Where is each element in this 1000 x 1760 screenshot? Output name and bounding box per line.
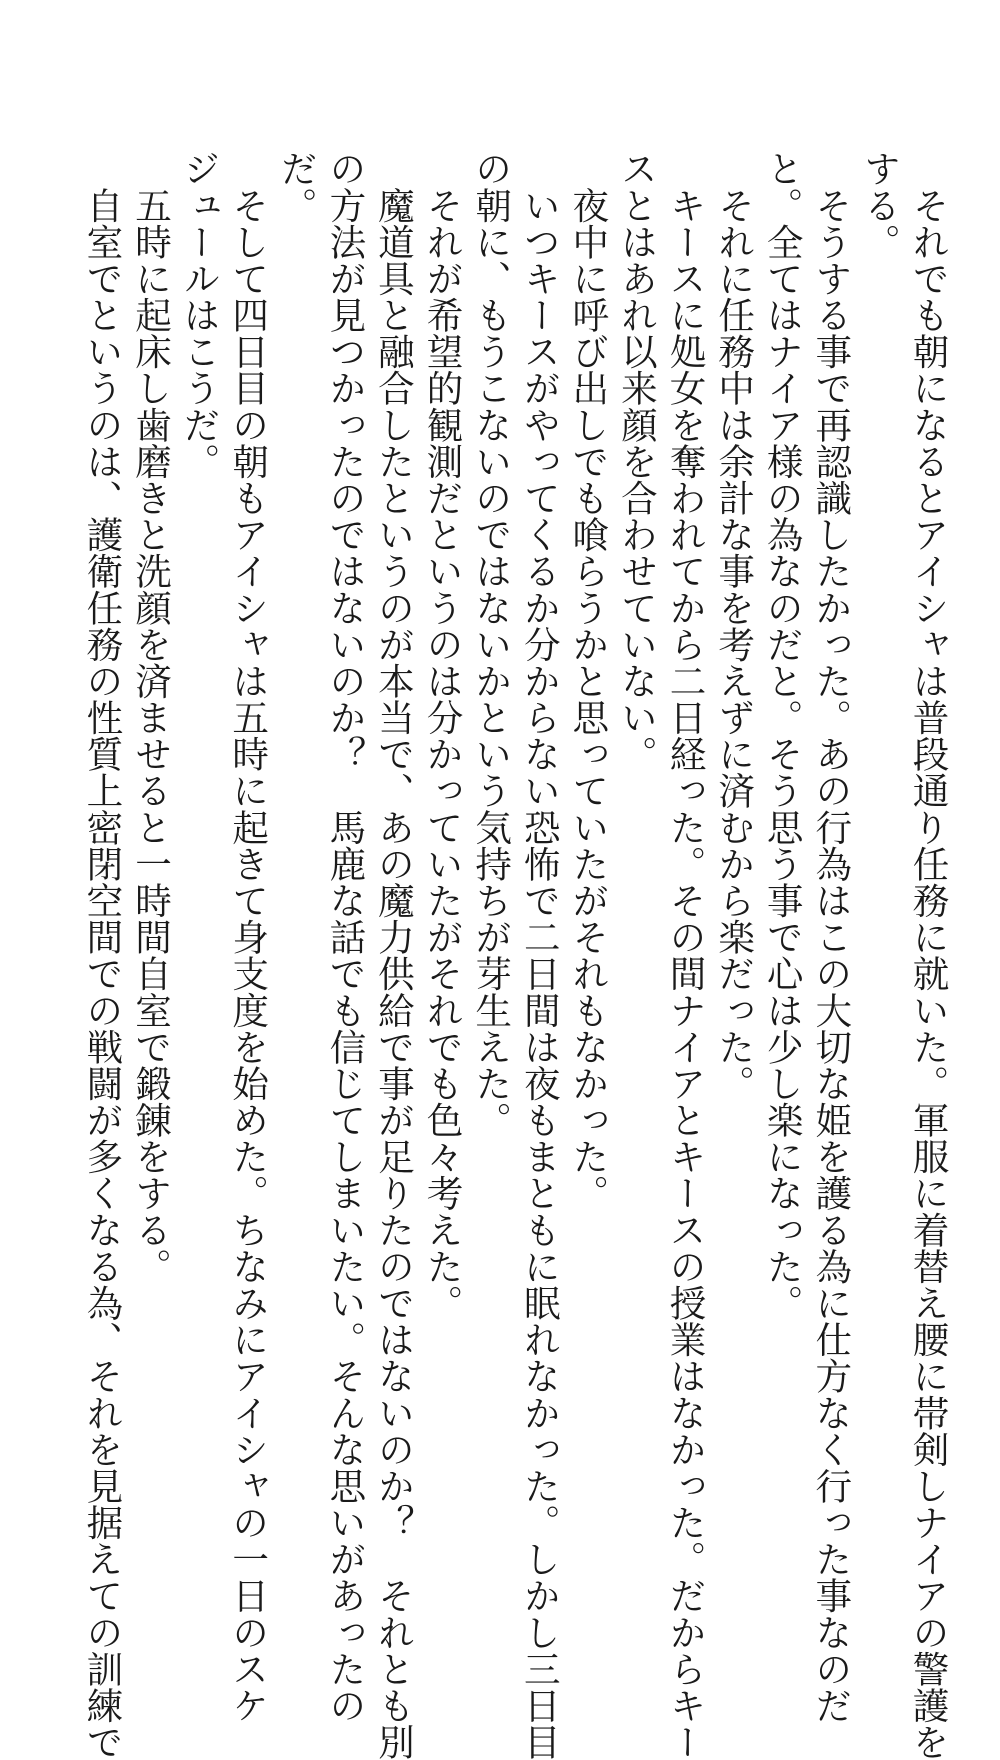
text-line: キースに処女を奪われてから二日経った。その間ナイアとキースの授業はなかった。だからキー (664, 150, 708, 1760)
text-line: 魔道具と融合したというのが本当で、あの魔力供給で事が足りたのではないのか？ それとも別 (372, 150, 416, 1760)
text-line: の方法が見つかったのではないのか？ 馬鹿な話でも信じてしまいたい。そんな思いがあったの (323, 150, 367, 1724)
text-line: 五時に起床し歯磨きと洗顔を済ませると一時間自室で鍛錬をする。 (129, 150, 173, 1285)
text-line: それが希望的観測だというのは分かっていたがそれでも色々考えた。 (421, 150, 465, 1321)
text-line: 夜中に呼び出しでも喰らうかと思っていたがそれもなかった。 (566, 150, 610, 1212)
vertical-text-body (77, 150, 952, 1760)
text-line: それでも朝になるとアイシャは普段通り任務に就いた。軍服に着替え腰に帯剣しナイアの警護を (907, 150, 950, 1760)
text-line: だ。 (275, 150, 319, 224)
text-line: スとはあれ以来顔を合わせていない。 (615, 150, 659, 773)
text-line: そうする事で再認識したかった。あの行為はこの大切な姫を護る為に仕方なく行った事なのだ (809, 150, 853, 1724)
text-line: と。全てはナイア様の為なのだと。そう思う事で心は少し楽になった。 (761, 150, 805, 1321)
text-line: そして四日目の朝もアイシャは五時に起きて身支度を始めた。ちなみにアイシャの一日のスケ (226, 150, 270, 1724)
text-line: いつキースがやってくるか分からない恐怖で二日間は夜もまともに眠れなかった。しかし三日目 (518, 150, 562, 1760)
text-line: 自室でというのは、護衛任務の性質上密閉空間での戦闘が多くなる為、それを見据えての訓練で (80, 150, 124, 1760)
text-line: する。 (858, 150, 902, 260)
text-line: ジュールはこうだ。 (178, 150, 222, 480)
text-line: の朝に、もうこないのではないかという気持ちが芽生えた。 (469, 150, 513, 1138)
text-line: それに任務中は余計な事を考えずに済むから楽だった。 (712, 150, 756, 1102)
